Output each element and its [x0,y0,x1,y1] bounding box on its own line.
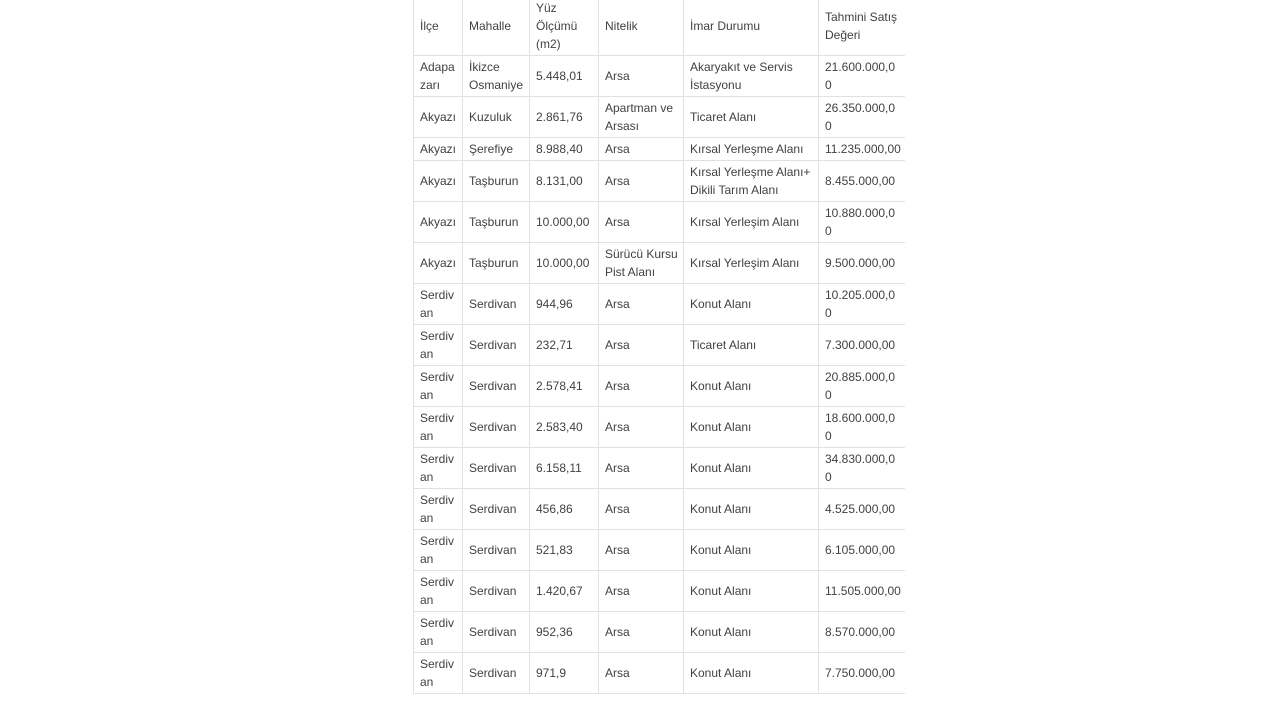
cell-yuzolcumu: 5.448,01 [530,56,599,97]
table-row [414,325,906,366]
cell-nitelik: Arsa [599,56,684,97]
cell-deger: 4.525.000,00 [819,489,906,530]
cell-nitelik: Arsa [599,448,684,489]
cell-nitelik: Arsa [599,612,684,653]
cell-nitelik: Arsa [599,161,684,202]
cell-mahalle: Serdivan [463,530,530,571]
cell-imar: Konut Alanı [684,612,819,653]
cell-ilce: Serdivan [414,448,463,489]
cell-imar: Konut Alanı [684,448,819,489]
cell-mahalle: Taşburun [463,161,530,202]
cell-nitelik: Arsa [599,325,684,366]
cell-mahalle: Kuzuluk [463,97,530,138]
table-container [413,0,905,694]
cell-mahalle: Serdivan [463,366,530,407]
cell-nitelik: Arsa [599,138,684,161]
cell-mahalle: Serdivan [463,571,530,612]
cell-deger: 20.885.000,00 [819,366,906,407]
cell-ilce: Akyazı [414,161,463,202]
table-row [414,97,906,138]
cell-deger: 10.205.000,00 [819,284,906,325]
cell-ilce: Adapazarı [414,56,463,97]
cell-imar: Akaryakıt ve Servis İstasyonu [684,56,819,97]
column-header-ilce: İlçe [414,0,463,56]
cell-deger: 8.570.000,00 [819,612,906,653]
cell-deger: 8.455.000,00 [819,161,906,202]
table-row [414,489,906,530]
cell-ilce: Serdivan [414,366,463,407]
table-head [414,0,906,56]
cell-ilce: Akyazı [414,202,463,243]
cell-imar: Konut Alanı [684,284,819,325]
table-row [414,571,906,612]
cell-deger: 9.500.000,00 [819,243,906,284]
cell-nitelik: Sürücü Kursu Pist Alanı [599,243,684,284]
land-sales-table [413,0,905,694]
table-row [414,138,906,161]
cell-mahalle: Taşburun [463,243,530,284]
cell-yuzolcumu: 952,36 [530,612,599,653]
cell-ilce: Serdivan [414,325,463,366]
cell-imar: Ticaret Alanı [684,325,819,366]
table-header-row [414,0,906,56]
cell-deger: 11.235.000,00 [819,138,906,161]
cell-ilce: Serdivan [414,284,463,325]
cell-nitelik: Apartman ve Arsası [599,97,684,138]
cell-deger: 26.350.000,00 [819,97,906,138]
cell-imar: Konut Alanı [684,530,819,571]
table-row [414,366,906,407]
cell-deger: 7.300.000,00 [819,325,906,366]
cell-imar: Kırsal Yerleşim Alanı [684,243,819,284]
cell-nitelik: Arsa [599,284,684,325]
cell-deger: 7.750.000,00 [819,653,906,694]
cell-yuzolcumu: 1.420,67 [530,571,599,612]
cell-yuzolcumu: 10.000,00 [530,243,599,284]
cell-mahalle: Serdivan [463,612,530,653]
cell-imar: Konut Alanı [684,407,819,448]
cell-mahalle: Serdivan [463,653,530,694]
cell-deger: 21.600.000,00 [819,56,906,97]
cell-yuzolcumu: 944,96 [530,284,599,325]
cell-nitelik: Arsa [599,202,684,243]
table-row [414,530,906,571]
cell-yuzolcumu: 521,83 [530,530,599,571]
column-header-yuzolcumu: Yüz Ölçümü (m2) [530,0,599,56]
cell-yuzolcumu: 6.158,11 [530,448,599,489]
cell-mahalle: Şerefiye [463,138,530,161]
cell-imar: Konut Alanı [684,489,819,530]
cell-nitelik: Arsa [599,530,684,571]
table-row [414,448,906,489]
cell-imar: Kırsal Yerleşim Alanı [684,202,819,243]
table-row [414,56,906,97]
cell-ilce: Serdivan [414,530,463,571]
cell-deger: 6.105.000,00 [819,530,906,571]
column-header-mahalle: Mahalle [463,0,530,56]
cell-yuzolcumu: 2.583,40 [530,407,599,448]
cell-ilce: Serdivan [414,612,463,653]
table-row [414,161,906,202]
table-body [414,56,906,694]
cell-mahalle: Serdivan [463,284,530,325]
cell-yuzolcumu: 8.988,40 [530,138,599,161]
cell-yuzolcumu: 2.861,76 [530,97,599,138]
cell-yuzolcumu: 10.000,00 [530,202,599,243]
cell-imar: Kırsal Yerleşme Alanı [684,138,819,161]
table-row [414,284,906,325]
cell-mahalle: Taşburun [463,202,530,243]
cell-imar: Kırsal Yerleşme Alanı+ Dikili Tarım Alanı [684,161,819,202]
column-header-deger: Tahmini Satış Değeri [819,0,906,56]
cell-imar: Konut Alanı [684,366,819,407]
cell-nitelik: Arsa [599,653,684,694]
cell-ilce: Akyazı [414,97,463,138]
table-row [414,243,906,284]
cell-yuzolcumu: 232,71 [530,325,599,366]
cell-yuzolcumu: 456,86 [530,489,599,530]
cell-ilce: Akyazı [414,243,463,284]
cell-imar: Konut Alanı [684,653,819,694]
cell-yuzolcumu: 971,9 [530,653,599,694]
cell-mahalle: Serdivan [463,325,530,366]
cell-yuzolcumu: 2.578,41 [530,366,599,407]
table-row [414,407,906,448]
cell-mahalle: Serdivan [463,407,530,448]
table-row [414,612,906,653]
cell-mahalle: Serdivan [463,448,530,489]
cell-ilce: Serdivan [414,407,463,448]
cell-ilce: Serdivan [414,653,463,694]
cell-mahalle: Serdivan [463,489,530,530]
table-row [414,202,906,243]
cell-imar: Konut Alanı [684,571,819,612]
cell-nitelik: Arsa [599,571,684,612]
cell-deger: 10.880.000,00 [819,202,906,243]
cell-deger: 34.830.000,00 [819,448,906,489]
cell-nitelik: Arsa [599,489,684,530]
column-header-imar: İmar Durumu [684,0,819,56]
cell-deger: 18.600.000,00 [819,407,906,448]
cell-yuzolcumu: 8.131,00 [530,161,599,202]
cell-ilce: Akyazı [414,138,463,161]
table-row [414,653,906,694]
cell-ilce: Serdivan [414,571,463,612]
cell-nitelik: Arsa [599,366,684,407]
cell-deger: 11.505.000,00 [819,571,906,612]
column-header-nitelik: Nitelik [599,0,684,56]
cell-ilce: Serdivan [414,489,463,530]
cell-mahalle: İkizce Osmaniye [463,56,530,97]
cell-nitelik: Arsa [599,407,684,448]
cell-imar: Ticaret Alanı [684,97,819,138]
